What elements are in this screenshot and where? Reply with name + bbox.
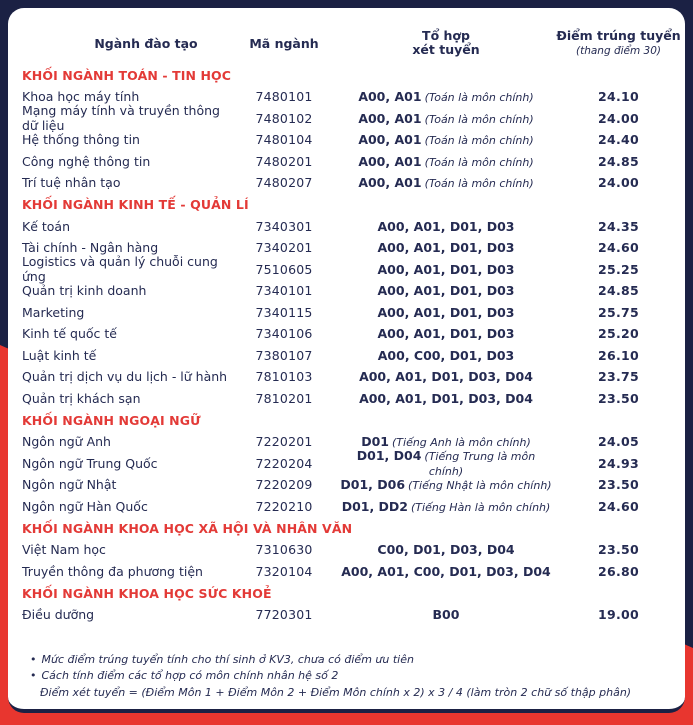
major-name-cell: Ngôn ngữ Nhật	[22, 477, 117, 493]
combo-cell	[340, 89, 552, 104]
column-header-score-line1: Điểm trúng tuyển	[556, 27, 681, 43]
major-code-cell: 7480104	[255, 132, 313, 148]
combo-codes: A00, A01	[358, 132, 422, 148]
bullet-dot: •	[30, 652, 37, 666]
table-row	[8, 323, 685, 345]
major-name-cell: Công nghệ thông tin	[22, 153, 151, 169]
column-header-combo-line1: Tổ hợp	[422, 28, 470, 43]
score-cell: 19.00	[597, 607, 640, 623]
combo-codes: A00, A01	[358, 110, 422, 126]
table-row	[8, 129, 685, 151]
combo-codes: D01	[361, 434, 389, 450]
bullet-dot: •	[30, 669, 37, 682]
section-header: KHỐI NGÀNH NGOẠI NGỮ	[22, 412, 201, 428]
section-header: KHỐI NGÀNH TOÁN - TIN HỌC	[22, 67, 232, 83]
major-code-cell: 7510605	[255, 261, 313, 277]
section-header: KHỐI NGÀNH KHOA HỌC XÃ HỘI VÀ NHÂN VĂN	[22, 520, 353, 536]
combo-codes: A00, A01, D01, D03	[377, 326, 515, 342]
footnote-text: Cách tính điểm các tổ hợp có môn chính nhân hệ số 2	[41, 669, 339, 682]
major-code-cell: 7340201	[255, 240, 313, 256]
major-code-cell: 7720301	[255, 607, 313, 623]
column-header-score	[552, 29, 685, 58]
major-name-cell: Ngôn ngữ Hàn Quốc	[22, 498, 148, 514]
table-row	[8, 539, 685, 561]
footnote-line	[30, 685, 685, 702]
table-row	[8, 604, 685, 626]
combo-cell	[340, 154, 552, 169]
column-header-score-scale: (thang điểm 30)	[575, 44, 662, 57]
score-cell: 25.20	[597, 326, 640, 342]
major-code-cell: 7220204	[255, 455, 313, 471]
score-cell: 24.05	[597, 434, 640, 450]
major-name-cell: Truyền thông đa phương tiện	[22, 563, 203, 579]
combo-codes: A00, C00, D01, D03	[377, 347, 515, 363]
combo-codes: D01, D06	[340, 477, 406, 493]
combo-cell	[340, 448, 552, 478]
major-name-cell: Hệ thống thông tin	[22, 132, 140, 148]
combo-cell	[340, 240, 552, 255]
combo-cell	[340, 111, 552, 126]
combo-codes: C00, D01, D03, D04	[377, 542, 515, 558]
combo-cell	[340, 219, 552, 234]
major-code-cell: 7380107	[255, 347, 313, 363]
footnote-line	[30, 652, 685, 669]
table-row	[8, 302, 685, 324]
combo-codes: A00, A01	[358, 175, 422, 191]
major-name-cell: Quản trị khách sạn	[22, 390, 141, 406]
combo-main-subject-note: (Tiếng Nhật là môn chính)	[408, 479, 552, 493]
combo-codes: A00, A01, D01, D03	[377, 283, 515, 299]
column-header-code: Mã ngành	[249, 35, 319, 51]
major-code-cell: 7320104	[255, 563, 313, 579]
section-header: KHỐI NGÀNH KINH TẾ - QUẢN LÍ	[22, 197, 249, 212]
section-header: KHỐI NGÀNH KHOA HỌC SỨC KHOẺ	[22, 585, 272, 601]
major-code-cell: 7340106	[255, 326, 313, 342]
column-header-combo-line2: xét tuyển	[412, 42, 480, 57]
combo-main-subject-note: (Toán là môn chính)	[424, 112, 534, 126]
admission-scores-card	[8, 8, 685, 713]
major-name-cell: Quản trị kinh doanh	[22, 283, 147, 299]
score-cell: 23.50	[597, 542, 640, 558]
score-cell: 23.75	[597, 369, 640, 385]
score-cell: 24.40	[597, 132, 640, 148]
table-row	[8, 388, 685, 410]
combo-cell	[340, 434, 552, 449]
major-code-cell: 7220201	[255, 434, 313, 450]
major-name-cell: Khoa học máy tính	[22, 89, 140, 105]
combo-cell	[340, 542, 552, 557]
footnote-text: Điểm xét tuyển = (Điểm Môn 1 + Điểm Môn 2 + Điểm Môn chính x 2) x 3 / 4 (làm tròn 2 chữ số thập phân)	[40, 685, 632, 699]
combo-cell	[340, 477, 552, 492]
score-cell: 24.00	[597, 110, 640, 126]
score-cell: 24.85	[597, 153, 640, 169]
table-body	[8, 64, 685, 626]
combo-main-subject-note: (Toán là môn chính)	[424, 155, 534, 169]
score-cell: 24.10	[597, 89, 640, 105]
table-row	[8, 280, 685, 302]
combo-cell	[340, 499, 552, 514]
table-row	[8, 216, 685, 238]
major-name-cell: Điều dưỡng	[22, 607, 95, 623]
major-code-cell: 7340115	[255, 304, 313, 320]
score-cell: 25.75	[597, 304, 640, 320]
score-cell: 25.25	[597, 261, 640, 277]
combo-codes: A00, A01, D01, D03	[377, 261, 515, 277]
combo-cell	[340, 326, 552, 341]
major-code-cell: 7480102	[255, 110, 313, 126]
combo-codes: A00, A01, C00, D01, D03, D04	[341, 563, 551, 579]
score-cell: 24.00	[597, 175, 640, 191]
table-header-row	[8, 22, 685, 64]
combo-cell	[340, 132, 552, 147]
combo-cell	[340, 262, 552, 277]
major-name-cell: Ngôn ngữ Anh	[22, 434, 111, 450]
major-code-cell: 7340101	[255, 283, 313, 299]
footnote-line	[30, 668, 685, 685]
major-name-cell: Việt Nam học	[22, 542, 106, 558]
combo-cell	[340, 564, 552, 579]
table-row	[8, 103, 685, 134]
major-name-cell: Quản trị dịch vụ du lịch - lữ hành	[22, 369, 228, 385]
combo-main-subject-note: (Toán là môn chính)	[424, 177, 534, 191]
table-row	[8, 561, 685, 583]
combo-codes: A00, A01	[358, 89, 422, 105]
footnote-text: Mức điểm trúng tuyển tính cho thí sinh ở KV3, chưa có điểm ưu tiên	[41, 652, 414, 666]
column-header-major: Ngành đào tạo	[94, 35, 198, 51]
score-cell: 24.85	[597, 283, 640, 299]
combo-cell	[340, 283, 552, 298]
major-name-cell: Kinh tế quốc tế	[22, 326, 117, 342]
table-row	[8, 345, 685, 367]
major-code-cell: 7480201	[255, 153, 313, 169]
score-cell: 26.10	[597, 347, 640, 363]
column-header-combo	[340, 29, 552, 57]
score-cell: 24.60	[597, 240, 640, 256]
major-code-cell: 7810103	[255, 369, 313, 385]
table-row	[8, 172, 685, 194]
score-cell: 24.93	[597, 455, 640, 471]
major-name-cell: Logistics và quản lý chuỗi cung ứng	[22, 254, 218, 285]
major-code-cell: 7220210	[255, 498, 313, 514]
combo-main-subject-note: (Toán là môn chính)	[424, 134, 534, 148]
table-row	[8, 448, 685, 479]
combo-cell	[340, 305, 552, 320]
major-name-cell: Mạng máy tính và truyền thông dữ liệu	[22, 103, 220, 134]
combo-codes: A00, A01, D01, D03, D04	[359, 390, 533, 406]
combo-codes: A00, A01, D01, D03	[377, 240, 515, 256]
combo-main-subject-note: (Tiếng Hàn là môn chính)	[411, 500, 551, 514]
major-name-cell: Ngôn ngữ Trung Quốc	[22, 455, 158, 471]
major-code-cell: 7480207	[255, 175, 313, 191]
table-row	[8, 254, 685, 285]
table-row	[8, 366, 685, 388]
combo-cell	[340, 369, 552, 384]
combo-main-subject-note: (Tiếng Anh là môn chính)	[392, 436, 531, 450]
score-cell: 24.60	[597, 498, 640, 514]
major-name-cell: Kế toán	[22, 218, 70, 234]
score-cell: 23.50	[597, 390, 640, 406]
score-cell: 26.80	[597, 563, 640, 579]
major-code-cell: 7220209	[255, 477, 313, 493]
score-cell: 24.35	[597, 218, 640, 234]
table-row	[8, 151, 685, 173]
combo-codes: A00, A01, D01, D03, D04	[359, 369, 533, 385]
footnotes	[8, 652, 685, 702]
major-name-cell: Marketing	[22, 304, 85, 320]
table-row	[8, 496, 685, 518]
combo-cell	[340, 391, 552, 406]
major-name-cell: Luật kinh tế	[22, 347, 97, 363]
combo-cell	[340, 607, 552, 622]
combo-codes: A00, A01, D01, D03	[377, 304, 515, 320]
major-name-cell: Tài chính - Ngân hàng	[22, 240, 159, 256]
combo-main-subject-note: (Tiếng Trung là môn chính)	[424, 450, 536, 479]
major-code-cell: 7810201	[255, 390, 313, 406]
combo-cell	[340, 348, 552, 363]
table-row	[8, 474, 685, 496]
combo-codes: A00, A01, D01, D03	[377, 218, 515, 234]
combo-main-subject-note: (Toán là môn chính)	[424, 91, 534, 105]
score-cell: 23.50	[597, 477, 640, 493]
combo-codes: B00	[432, 607, 460, 623]
major-name-cell: Trí tuệ nhân tạo	[22, 175, 121, 191]
combo-codes: D01, D04	[356, 448, 422, 464]
major-code-cell: 7480101	[255, 89, 313, 105]
major-code-cell: 7340301	[255, 218, 313, 234]
combo-codes: A00, A01	[358, 153, 422, 169]
combo-codes: D01, DD2	[341, 498, 409, 514]
major-code-cell: 7310630	[255, 542, 313, 558]
combo-cell	[340, 175, 552, 190]
